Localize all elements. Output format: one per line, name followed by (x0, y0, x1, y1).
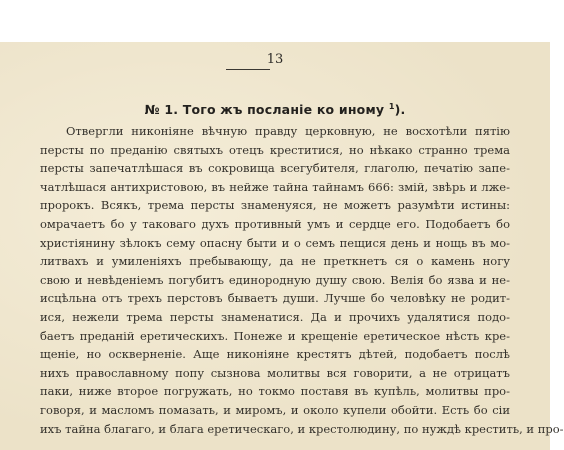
body-line: чатлѣшася антихристовою, въ нейже тайна тайнамъ 666: змій, звѣрь и лже- (40, 179, 510, 194)
body-text (40, 122, 564, 438)
body-line: персты запечатлѣшася въ сокровища всегубителя, глаголю, печатію запе- (40, 161, 510, 176)
body-line: щеніе, но оскверненіе. Аще никоніяне крестятъ дѣтей, подобаетъ послѣ (40, 347, 510, 362)
body-line: Отвергли никоніяне вѣчную правду церковную, не восхотѣли пятію (66, 124, 510, 138)
body-line: паки, ниже второе погружать, но токмо поставя въ купѣль, молитвы про- (40, 384, 510, 399)
body-line: ихъ тайна благаго, и блага еретическаго, и крестолюдину, по нуждѣ крестить, и про- (40, 421, 564, 436)
section-heading (0, 102, 550, 117)
heading-end: ). (394, 102, 406, 118)
heading-text: № 1. Того жъ посланіе ко иному (144, 102, 385, 118)
body-line: говоря, и масломъ помазать, и миромъ, и около купели обойти. Есть бо сіи (40, 402, 510, 417)
heading-footnote-mark: 1 (388, 102, 395, 111)
body-line: пророкъ. Всякъ, трема персты знаменуяся, не можетъ разумѣти истины: (40, 198, 510, 213)
body-line: баетъ преданій еретическихъ. Понеже и крещеніе еретическое нѣсть кре- (40, 328, 510, 343)
body-line: свою и невѣденіемъ погубитъ единородную душу свою. Велія бо язва и не- (40, 272, 510, 287)
body-line: омрачаетъ бо у таковаго духъ противный умъ и сердце его. Подобаетъ бо (40, 216, 510, 231)
body-line: литвахъ и умиленіяхъ пребывающу, да не преткнетъ ся о камень ногу (40, 254, 510, 269)
body-line: нихъ православному попу сызнова молитвы вся говорити, а не отрицатъ (40, 365, 510, 380)
body-line: персты по преданію святыхъ отецъ креститися, но нѣкако странно трема (40, 142, 510, 157)
body-line: ися, нежели трема персты знаменатися. Да и прочихъ удалятися подо- (40, 309, 510, 324)
page-number: 13 (266, 52, 284, 67)
book-page (0, 42, 564, 450)
body-line: христіянину зѣлокъ сему опасну быти и о семъ пещися день и нощь въ мо- (40, 235, 510, 250)
body-line: исцѣльна отъ трехъ перстовъ бываетъ души. Лучше бо человѣку не родит- (40, 291, 510, 306)
page-number-rule (226, 69, 270, 70)
